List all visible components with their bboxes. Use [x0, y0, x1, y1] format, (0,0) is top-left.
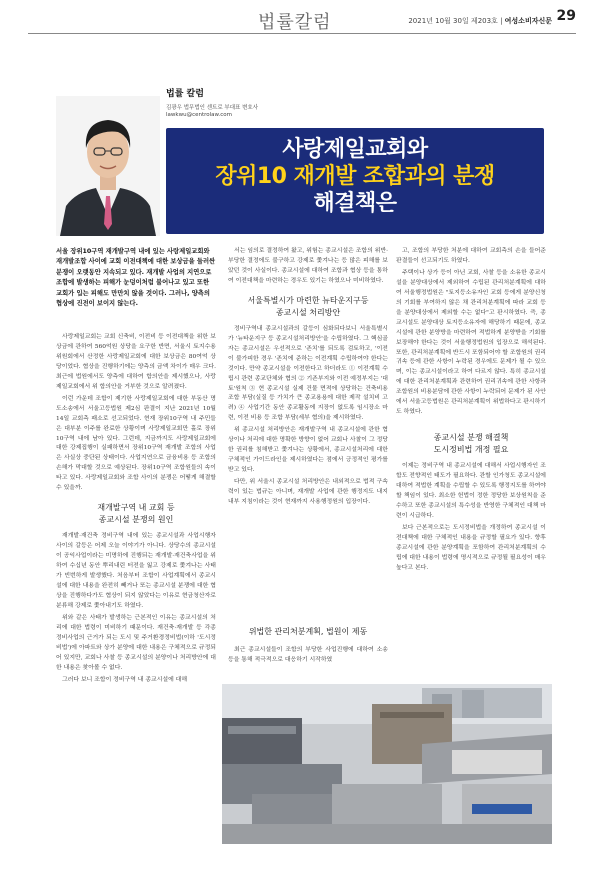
issue-dateline: 2021년 10월 30일 제203호 | 여성소비자신문 — [408, 17, 552, 25]
headline-line-3: 해결책은 — [313, 191, 397, 216]
church-building-photo-icon — [222, 684, 552, 844]
headline-box — [166, 128, 544, 234]
page-number: 29 — [556, 8, 576, 24]
paragraph: 사랑제일교회는 교회 신축비, 이전비 등 이전대책을 위한 보상금에 관하여 560억원 상당을 요구한 반면, 서울시 토지수용위원회에서 산정한 사랑제일교회에 대한 보상금은 80여억 상당이었다. 협상을 진행하기에는 양측의 금액 차이가 매우 크다. 최근에 법원에서도 양측에 대하여 합의안을 제시했으나, 사랑제일교회에서 위 합의안을 거부한 것으로 알려졌다. — [56, 334, 216, 390]
paragraph: 주택이나 상가 등이 아닌 교회, 사찰 등을 소유한 종교시설을 분양대상에서 제외하여 수립된 관리처분계획에 대하여 서울행정법원은 "토지등소유자인 교회 등에게 분양신청의 기회를 부여하지 않은 채 관리처분계획에 따라 교회 등을 분양대상에서 제외할 수는 없다"고 판시하였다. 즉, 종교시설도 분양대상 토지등소유자에 해당하기 때문에, 종교시설에 관한 분양방을 마련하여 적법하게 분양받을 기회를 보장해야 한다는 것이 서울행정법원의 입장으로 해석된다. 또한, 관리처분계획에 반드시 포함되어야 할 조합원의 권리귀속 등에 관한 사항이 누락된 경우에도 문제가 될 수 있으며, 이는 종교시설이라고 하여 다르지 않다. 특히 종교시설에 대한 관리처분계획과 관련하여 권리귀속에 관한 사항과 조합원의 비용분담에 관한 사항이 누락되어 문제가 된 사안에서 서울고등법원은 관리처분계획이 위법하다고 판시하기도 하였다. — [396, 269, 546, 416]
author-name: 김광우 법무법인 센트로 부대표 변호사 — [166, 105, 259, 111]
paragraph: 이런 가운데 조합이 제기한 사랑제일교회에 대한 부동산 명도소송에서 서울고등법원 제2심 판결이 지난 2021년 10월 14일 교회측 패소로 선고되었다. 현재 장위10구역 내 주민들은 대부분 이주를 완료한 상황이며 사랑제일교회만 홀로 장위10구역 내에 남아 있다. 그런데, 지금까지도 사랑제일교회에 대한 강제집행이 실패하면서 장위10구역 재개발 조합의 사업은 사실상 중단된 상태이다. 사업지연으로 금융비용 등 조합의 손해가 막대할 것으로 예상된다. 장위10구역 조합원들의 속이 타고 있다. 사랑제일교회와 조합 사이의 분쟁은 어떻게 해결할 수 있을까. — [56, 395, 216, 492]
paragraph: 그러다 보니 조합이 정비구역 내 종교시설에 대해 — [62, 676, 188, 683]
column-label: 법률 칼럼 — [166, 89, 204, 99]
paper-name: 여성소비자신문 — [504, 17, 552, 25]
section-title: 법률칼럼 — [258, 12, 332, 33]
headline-line-2: 장위10 재개발 조합과의 분쟁 — [215, 164, 495, 189]
subheading: 종교시설 분쟁 해결책 도시정비법 개정 필요 — [433, 433, 509, 455]
paragraph: 고, 조합의 부당한 처분에 대하여 교회측의 손을 들어준 판결들이 선고되기도 하였다. — [396, 248, 546, 264]
paragraph: 최근 종교시설들이 조합의 부당한 사업진행에 대하여 소송 등을 통해 적극적으로 대응하기 시작하였 — [228, 647, 388, 663]
subheading: 재개발구역 내 교회 등 종교시설 분쟁의 원인 — [97, 503, 175, 525]
article-column-1 — [56, 333, 216, 688]
paragraph: 서는 임의로 결정하여 왔고, 위험는 종교시설은 조합의 위반·부당한 결정에도 불구하고 강제로 쫓겨나는 등 많은 피해를 보았던 것이 사실이다. 종교시설에 대하여 조합과 협상 등을 통하여 이전대책을 마련하는 경우도 있기는 하였으나 미비하였다. — [228, 248, 388, 284]
headline-line-1: 사랑제일교회와 — [282, 137, 428, 162]
article-column-3 — [396, 247, 546, 576]
lede-paragraph: 서울 장위10구역 재개발구역 내에 있는 사랑제일교회와 재개발조합 사이에 교회 이전대책에 대한 보상금을 둘러싼 분쟁이 오랫동안 지속되고 있다. 재개발 사업의 지연으로 조합에 발생하는 피해가 눈덩이처럼 불어나고 있고 또한 교회가 입는 피해도 만만치 않을 것이다. 그러나, 양측의 협상에 진전이 보이지 않는다. — [56, 248, 216, 308]
issue-date: 2021년 10월 30일 제203호 — [408, 17, 498, 25]
author-photo — [56, 96, 160, 236]
author-portrait-icon — [56, 96, 160, 236]
paragraph: 이제는 정비구역 내 종교시설에 대해서 사업시행자인 조합도 전향적인 태도가 필요하다. 관할 인가청도 종교시설에 대하여 적법한 계획을 수립할 수 있도록 행정지도를 하여야 할 책임이 있다. 최소한 헌법이 정한 정당한 보상원칙을 준수하고 또한 종교시설의 특수성을 반영한 구체적인 대책 마련이 시급하다. — [396, 463, 546, 519]
paragraph: 다만, 위 서울시 종교시설 처리방안은 내외적으로 법적 구속력이 있는 법규는 아니며, 재개발 사업에 관한 행정지도 내지 내부 지침이라는 것이 현재까지 사용행정원의 입장이다. — [228, 479, 388, 506]
paragraph: 위 종교시설 처리방안은 재개발구역 내 종교시설에 관한 협상이나 처리에 대한 명확한 방향이 없어 교회나 사찰이 그 정당한 권리를 침해받고 쫓겨나는 상황에서, 종교시설처리에 대한 구체적인 가이드라인을 제시하였다는 점에서 긍정적인 평가를 받고 있다. — [228, 427, 388, 474]
subheading: 위법한 관리처분계획, 법원이 제동 — [248, 627, 368, 636]
neighborhood-photo — [222, 684, 552, 844]
paragraph: 보다 근본적으로는 도시정비법을 개정하여 종교시설 이전대책에 대한 구체적인 내용을 규정할 필요가 있다. 향후 종교시설에 관한 분양계획을 포함하여 관리처분계획의 수립에 대한 내용이 법령에 명시적으로 규정될 필요성이 매우 높다고 본다. — [396, 524, 546, 571]
article-column-2-bottom — [228, 646, 388, 668]
author-byline — [166, 86, 316, 118]
article-column-2 — [228, 247, 388, 510]
page-header — [0, 0, 600, 52]
paragraph: 위와 같은 사태가 발생하는 근본적인 이유는 종교시설의 처리에 대한 법령이 미비하기 때문이다. 재건축·재개발 등 각종 정비사업의 근거가 되는 도시 및 주거환경정비법(이하 '도시정비법')에 아파트와 상가 분양에 대한 내용은 구체적으로 규정되어 있지만, 교회나 사찰 등 종교시설의 분양이나 처리방안에 대한 내용은 찾아볼 수 없다. — [56, 614, 216, 671]
subheading: 서울특별시가 마련한 뉴타운지구등 종교시설 처리방안 — [247, 295, 369, 317]
paragraph: 정비구역내 종교시설과의 갈등이 심화되다보니 서울특별시가 '뉴타운지구 등 종교시설처리방안'을 수립하였다. 그 핵심골자는 종교시설은 우선적으로 '존치'를 되도록 검토하고, '이전이 불가피한 경우 '존치에 준하는 이전계획 수립하여야 한다는 것이다. 만약 종교시설을 이전한다고 하더라도 ① 이전계획 수립시 관련 종교단체와 협의 ② 기존부지와 이전 예정부지는 '대토'원칙 ③ 현 종교시설 실제 건물 면적에 상당하는 건축비용 조합 부담(실질 등 가치가 큰 종교용용에 대한 제작 설치비 고려) ④ 사업기간 동안 종교활동에 지장이 없도록 임시장소 마련, 이전 비용 등 조합 부담(세부 협의)을 제시하였다. — [228, 325, 388, 422]
paragraph: 재개발·재건축 정비구역 내에 있는 종교시설과 사업시행자 사이의 갈등은 어제 오늘 이야기가 아니다. 상당수의 종교시설이 공익사업이라는 미명하에 진행되는 재개발·재건축사업을 위하여 수십년 동안 뿌리내린 터전을 잃고 강제로 쫓겨나는 사태가 빈번하게 발생했다. 처음부터 조합이 사업계획에서 종교시설에 대한 내용을 완전히 빼거나 또는 종교시설 분쟁에 대한 협상을 진행하다가도 협상이 되지 않았다는 이유로 현금청산자로 분류해 강제로 쫓아내기도 하였다. — [56, 533, 216, 609]
author-email: lawkwu@centrolaw.com — [166, 112, 233, 119]
header-rule — [28, 33, 576, 34]
